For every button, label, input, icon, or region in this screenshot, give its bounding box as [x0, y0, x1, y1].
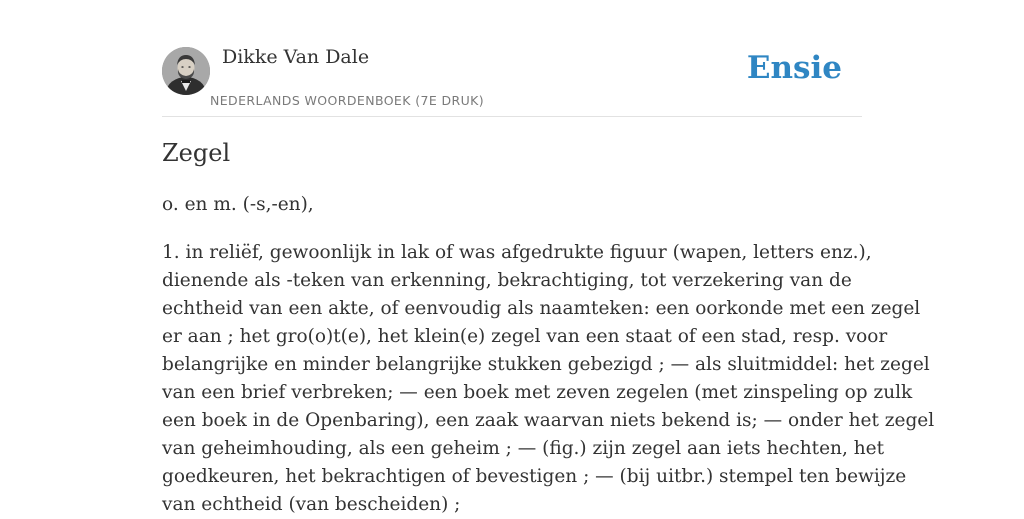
definition-line: dienende als -teken van erkenning, bekrachtiging, tot verzekering van de [162, 270, 852, 291]
definition-line: van geheimhouding, als een geheim ; — (fig.) zijn zegel aan iets hechten, het [162, 438, 885, 459]
header [162, 44, 862, 117]
definition-line: van echtheid (van bescheiden) ; [162, 494, 461, 515]
definition-line: van een brief verbreken; — een boek met zeven zegelen (met zinspeling op zulk [162, 382, 913, 403]
definition-line: er aan ; het gro(o)t(e), het klein(e) zegel van een staat of een stad, resp. voor [162, 326, 888, 347]
grammar-info: o. en m. (-s,-en), [162, 194, 314, 215]
definition-line: echtheid van een akte, of eenvoudig als naamteken: een oorkonde met een zegel [162, 298, 921, 319]
entry-title: Zegel [162, 139, 231, 167]
definition-line: een boek in de Openbaring), een zaak waarvan niets bekend is; — onder het zegel [162, 410, 935, 431]
definition-line: belangrijke en minder belangrijke stukken gebezigd ; — als sluitmiddel: het zegel [162, 354, 930, 375]
source-label[interactable]: NEDERLANDS WOORDENBOEK (7E DRUK) [210, 93, 485, 108]
definition-text [162, 239, 935, 519]
site-logo[interactable]: Ensie [746, 50, 842, 86]
avatar[interactable] [162, 47, 210, 95]
definition-line: 1. in reliëf, gewoonlijk in lak of was afgedrukte figuur (wapen, letters enz.), [162, 242, 872, 263]
portrait-photo-icon [162, 47, 210, 95]
author-name[interactable]: Dikke Van Dale [222, 46, 370, 68]
definition-line: goedkeuren, het bekrachtigen of bevestigen ; — (bij uitbr.) stempel ten bewijze [162, 466, 907, 487]
